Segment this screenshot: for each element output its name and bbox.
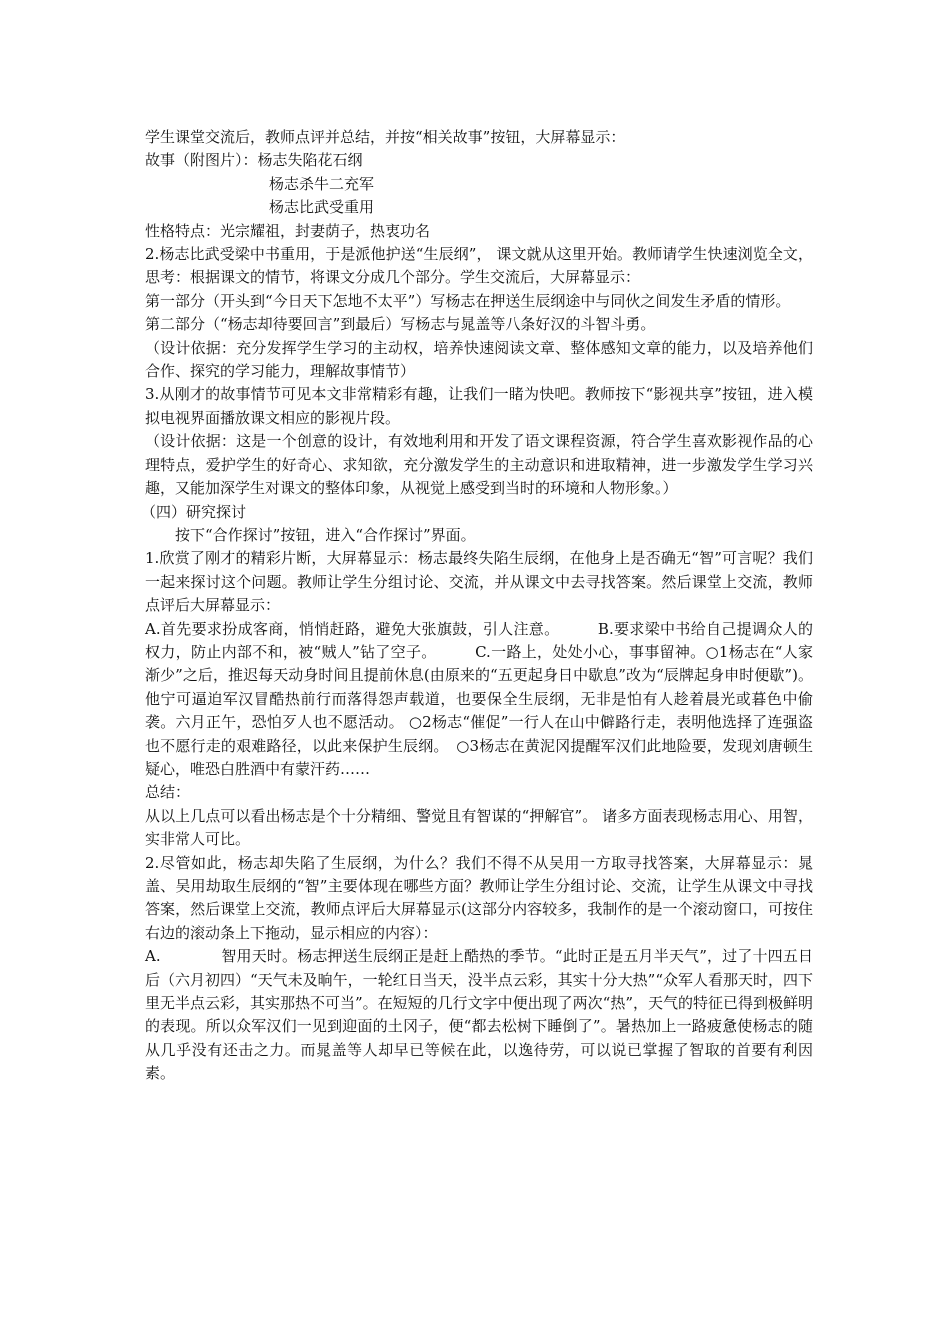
story-list-item: 杨志比武受重用 bbox=[269, 198, 375, 217]
summary-label: 总结： bbox=[145, 783, 191, 802]
text-line: 学生课堂交流后，教师点评并总结，并按“相关故事”按钮，大屏幕显示： bbox=[145, 128, 626, 146]
paragraph: 2.杨志比武受梁中书重用，于是派他护送“生辰纲”， 课文就从这里开始。教师请学生快速浏览全文，思考：根据课文的情节，将课文分成几个部分。学生交流后，大屏幕显示： bbox=[145, 245, 813, 287]
paragraph: A.首先要求扮成客商，悄悄赶路，避免大张旗鼓，引人注意。 B.要求梁中书给自己提调众人的权力，防止内部不和，被“贼人”钻了空子。 C.一路上，处处小心，事事留神。○1杨志在“人家渐少”之后，推迟每天动身时间且提前休息(由原来的“五更起身日中歇息”改为“辰牌起身申时便歇”)。他宁可逼迫军汉冒酷热前行而落得怨声载道，也要保全生辰纲，无非是怕有人趁着晨光或暮色中偷袭。六月正午，恐怕歹人也不愿活动。 ○2杨志“催促”一行人在山中僻路行走，表明他选择了连强盗也不愿行走的艰难路径，以此来保护生辰纲。 ○3杨志在黄泥冈提醒军汉们此地险要，发现刘唐顿生疑心，唯恐白胜酒中有蒙汗药…… bbox=[145, 619, 813, 778]
paragraph: 2.尽管如此，杨志却失陷了生辰纲，为什么？我们不得不从吴用一方取寻找答案，大屏幕显示：晁盖、吴用劫取生辰纲的“智”主要体现在哪些方面？教师让学生分组讨论、交流，让学生从课文中寻找答案，然后课堂上交流，教师点评后大屏幕显示(这部分内容较多，我制作的是一个滚动窗口，可按住右边的滚动条上下拖动，显示相应的内容）： bbox=[145, 853, 813, 942]
design-note: （设计依据：充分发挥学生学习的主动权，培养快速阅读文章、整体感知文章的能力，以及培养他们合作、探究的学习能力，理解故事情节） bbox=[145, 338, 813, 381]
paragraph: 第二部分（“杨志却待要回言”到最后）写杨志与晁盖等八条好汉的斗智斗勇。 bbox=[145, 315, 656, 334]
paragraph: 第一部分（开头到“今日天下怎地不太平”）写杨志在押送生辰纲途中与同伙之间发生矛盾的情形。 bbox=[145, 291, 791, 310]
story-list-heading: 故事（附图片）：杨志失陷花石纲 bbox=[145, 151, 363, 170]
story-list-item: 杨志杀牛二充军 bbox=[269, 174, 375, 193]
paragraph: 1.欣赏了刚才的精彩片断，大屏幕显示：杨志最终失陷生辰纲，在他身上是否确无“智”可言呢？我们一起来探讨这个问题。教师让学生分组讨论、交流，并从课文中去寻找答案。然后课堂上交流，教师点评后大屏幕显示： bbox=[145, 549, 813, 615]
document-page bbox=[141, 126, 814, 1086]
text-line: 性格特点：光宗耀祖，封妻荫子，热衷功名 bbox=[145, 221, 431, 240]
section-heading: （四）研究探讨 bbox=[141, 502, 247, 521]
paragraph: 按下“合作探讨”按钮，进入“合作探讨”界面。 bbox=[175, 525, 476, 544]
paragraph: 从以上几点可以看出杨志是个十分精细、警觉且有智谋的“押解官”。 诸多方面表现杨志用心、用智，实非常人可比。 bbox=[145, 806, 813, 849]
design-note: （设计依据：这是一个创意的设计，有效地利用和开发了语文课程资源，符合学生喜欢影视作品的心理特点，爱护学生的好奇心、求知欲，充分激发学生的主动意识和进取精神，进一步激发学生学习兴趣，又能加深学生对课文的整体印象，从视觉上感受到当时的环境和人物形象。） bbox=[145, 432, 813, 498]
paragraph: 3.从刚才的故事情节可见本文非常精彩有趣，让我们一睹为快吧。教师按下“影视共享”按钮，进入模拟电视界面播放课文相应的影视片段。 bbox=[145, 385, 813, 427]
paragraph: A. 智用天时。杨志押送生辰纲正是赶上酷热的季节。“此时正是五月半天气”，过了十四五日后（六月初四）“天气未及晌午，一轮红日当天，没半点云彩，其实十分大热”“众军人看那天时，四下里无半点云彩，其实那热不可当”。在短短的几行文字中便出现了两次“热”，天气的特征已得到极鲜明的表现。所以众军汉们一见到迎面的土冈子，便“都去松树下睡倒了”。暑热加上一路疲惫使杨志的随从几乎没有还击之力。而晁盖等人却早已等候在此，以逸待劳，可以说已掌握了智取的首要有利因素。 bbox=[145, 947, 814, 1083]
